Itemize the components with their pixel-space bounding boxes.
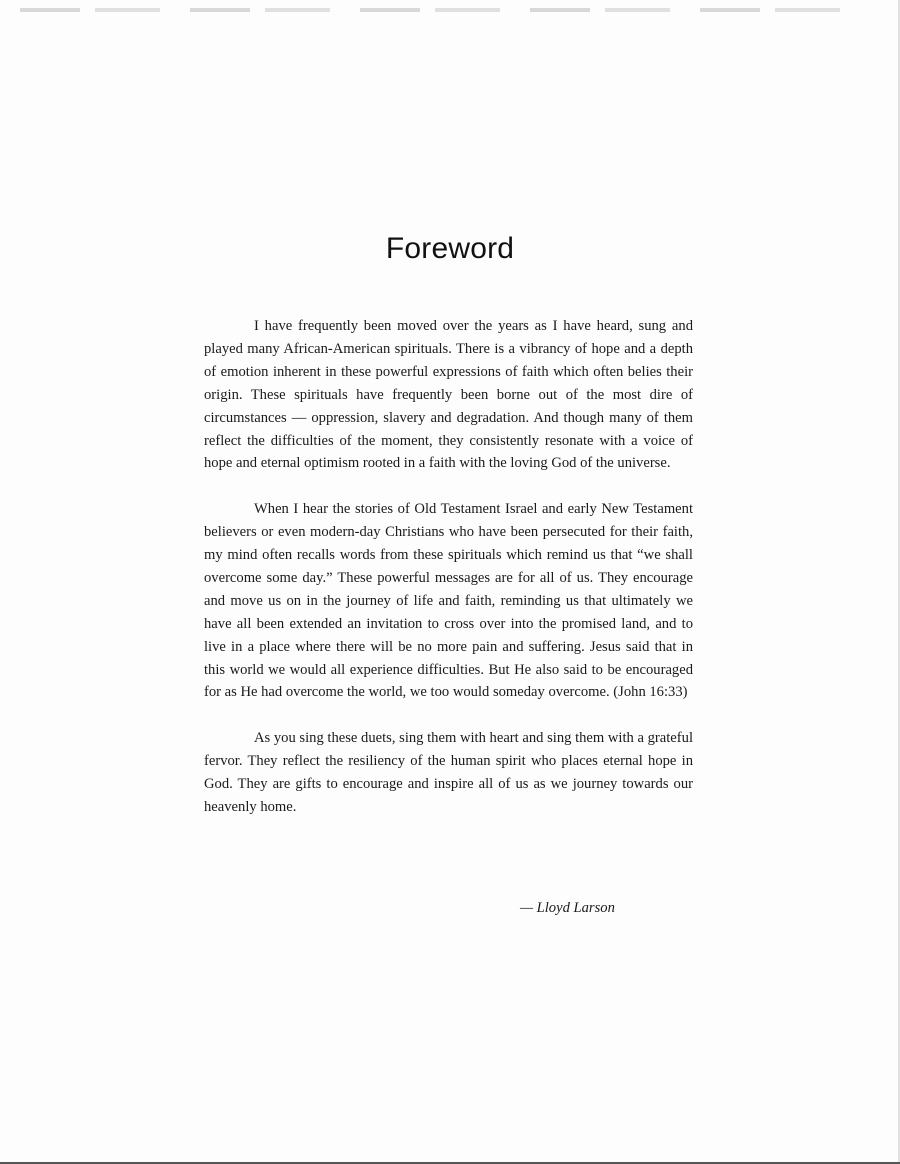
scan-edge-artifact [20,8,870,12]
author-signature: — Lloyd Larson [520,900,615,916]
page-title: Foreword [385,232,515,265]
paragraph-3: As you sing these duets, sing them with heart and sing them with a grateful fervor. They reflect the resiliency of the human spirit who places eternal hope in God. They are gifts to encourage and inspire all of us as we journey towards our heavenly home. [204,730,693,815]
paragraph-1: I have frequently been moved over the years as I have heard, sung and played many African-American spirituals. There is a vibrancy of hope and a depth of emotion inherent in these powerful expressions of faith which often belies their origin. These spirituals have frequently been borne out of the most dire of circumstances — oppression, slavery and degradation. And though many of them reflect the difficulties of the moment, they consistently resonate with a voice of hope and eternal optimism rooted in a faith with the loving God of the universe. [204,318,693,472]
paragraph-2: When I hear the stories of Old Testament Israel and early New Testament believers or even modern-day Christians who have been persecuted for their faith, my mind often recalls words from these spirituals which remind us that “we shall overcome some day.” These powerful messages are for all of us. They encourage and move us on in the journey of life and faith, reminding us that ultimately we have all been extended an invitation to cross over into the promised land, and to live in a place where there will be no more pain and suffering. Jesus said that in this world we would all experience difficulties. But He also said to be encouraged for as He had overcome the world, we too would someday overcome. (John 16:33) [204,501,693,701]
foreword-body [204,315,693,829]
